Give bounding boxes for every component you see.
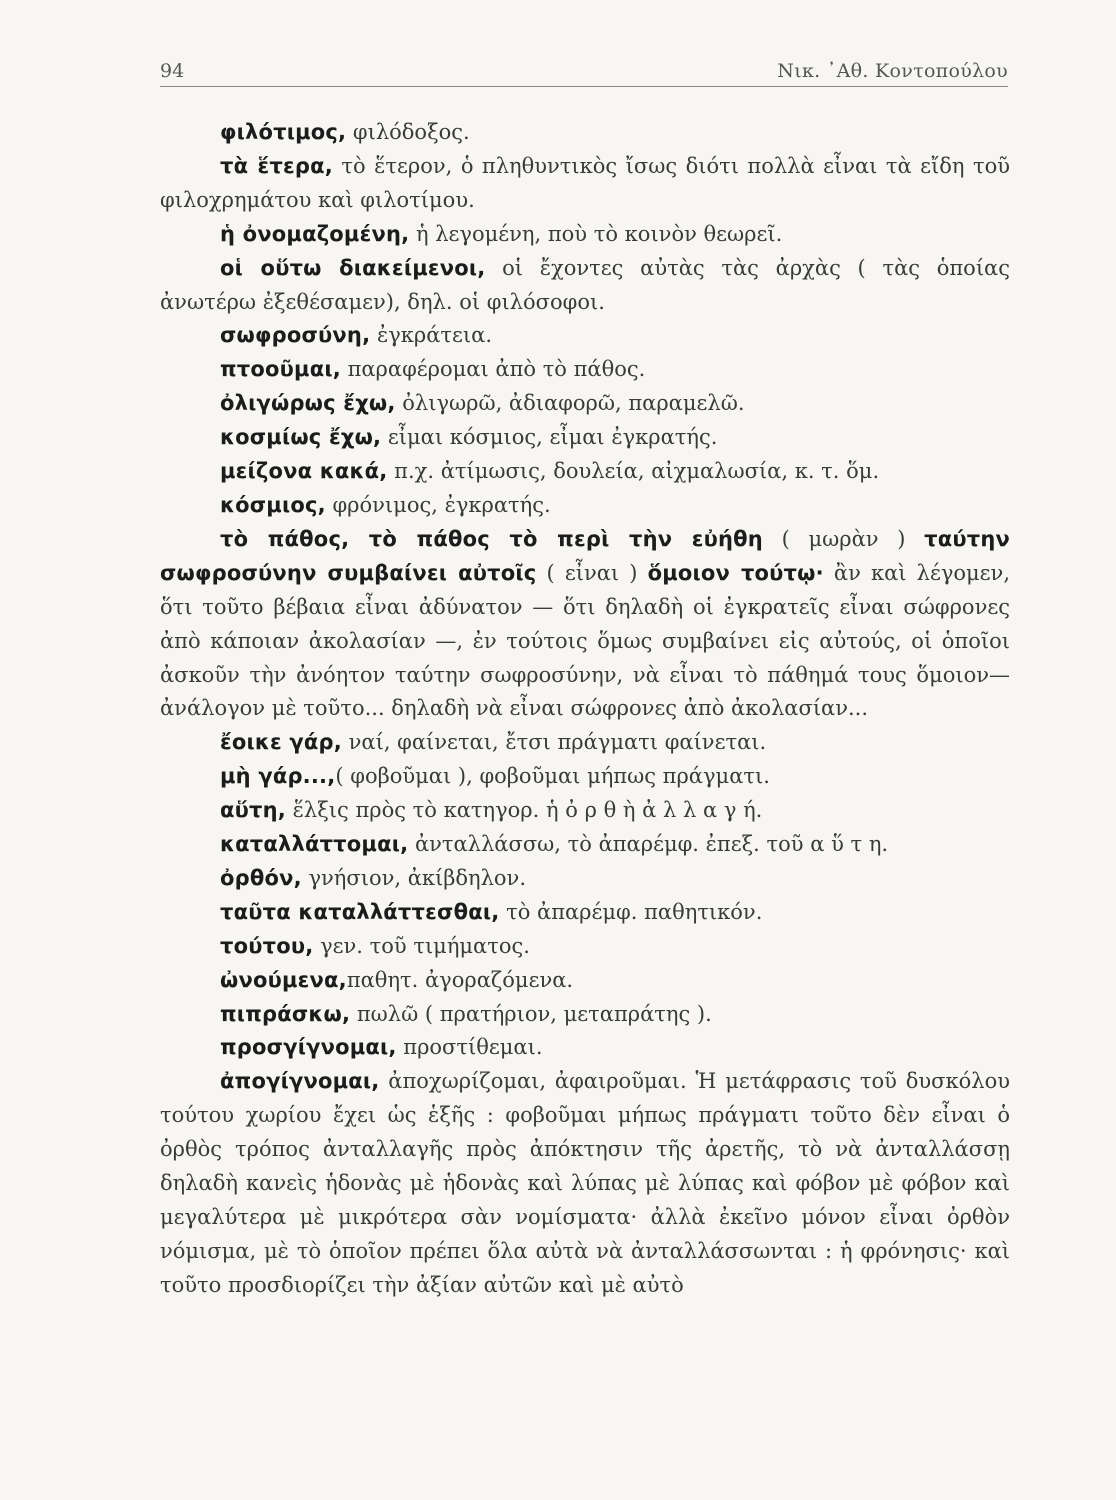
entry-term: ταύτην σωφροσύνην συμβαίνει αὐτοῖς bbox=[160, 526, 1010, 585]
glossary-entry bbox=[160, 726, 1010, 760]
entry-gloss: οἱ ἔχοντες αὐτὰς τὰς ἀρχὰς ( τὰς ὁποίας ἀνωτέρω ἐξεθέσαμεν), δηλ. οἱ φιλόσοφοι. bbox=[160, 255, 1010, 314]
entry-term: μείζονα κακά, bbox=[220, 459, 388, 484]
entry-gloss: π.χ. ἀτίμωσις, δουλεία, αἰχμαλωσία, κ. τ. ὅμ. bbox=[387, 459, 880, 484]
entry-term: ἀπογίγνομαι, bbox=[220, 1069, 380, 1094]
glossary-text bbox=[160, 116, 1010, 1303]
glossary-entry bbox=[160, 1065, 1010, 1302]
entry-gloss: εἶμαι κόσμιος, εἶμαι ἐγκρατής. bbox=[381, 425, 718, 450]
entry-gloss: ἂν καὶ λέγομεν, ὅτι τοῦτο βέβαια εἶναι ἀδύνατον — ὅτι δηλαδὴ οἱ ἐγκρατεῖς εἶναι σώφρονες ἀπὸ κάποιαν ἀκολασίαν —, ἐν τούτοις ὅμως συμβαίνει εἰς αὐτούς, οἱ ὁποῖοι ἀσκοῦν τὴν ἀνόητον ταύτην σωφροσύνην, νὰ εἶναι τὸ πάθημά τους ὅμοιον—ἀνάλογον μὲ τοῦτο... δηλαδὴ νὰ εἶναι σώφρονες ἀπὸ ἀκολασίαν... bbox=[160, 560, 1010, 721]
entry-gloss: τὸ ἕτερον, ὁ πληθυντικὸς ἴσως διότι πολλὰ εἶναι τὰ εἴδη τοῦ φιλοχρημάτου καὶ φιλοτίμου. bbox=[160, 153, 1010, 212]
entry-term: φιλότιμος, bbox=[220, 120, 347, 144]
glossary-entry bbox=[160, 794, 1010, 828]
entry-gloss: τὸ ἀπαρέμφ. παθητικόν. bbox=[499, 899, 763, 924]
entry-gloss: ( φοβοῦμαι ), φοβοῦμαι μήπως πράγματι. bbox=[335, 764, 770, 789]
entry-term: οἱ οὕτω διακείμενοι, bbox=[220, 255, 486, 280]
page-header bbox=[160, 58, 1008, 87]
entry-gloss: ( εἶναι ) bbox=[536, 560, 648, 585]
entry-term: ὀρθόν, bbox=[220, 865, 302, 890]
glossary-entry bbox=[160, 896, 1010, 930]
entry-term: κόσμιος, bbox=[220, 492, 326, 517]
entry-gloss: παθητ. ἀγοραζόμενα. bbox=[346, 967, 574, 992]
entry-term: ὠνούμενα, bbox=[220, 967, 347, 992]
entry-gloss: ἐγκράτεια. bbox=[370, 323, 492, 348]
entry-term: σωφροσύνη, bbox=[220, 323, 371, 348]
page-number: 94 bbox=[160, 60, 185, 82]
entry-term: κοσμίως ἔχω, bbox=[220, 425, 382, 450]
glossary-entry bbox=[160, 930, 1010, 964]
entry-gloss: ἀνταλλάσσω, τὸ ἀπαρέμφ. ἐπεξ. τοῦ α ὕ τ η. bbox=[408, 832, 889, 857]
glossary-entry bbox=[160, 828, 1010, 862]
entry-term: πτοοῦμαι, bbox=[220, 357, 341, 382]
entry-term: μὴ γάρ..., bbox=[220, 764, 336, 789]
glossary-entry bbox=[160, 1031, 1010, 1065]
glossary-entry bbox=[160, 319, 1010, 353]
glossary-entry bbox=[160, 116, 1010, 150]
entry-gloss: φιλόδοξος. bbox=[346, 120, 470, 144]
glossary-entry bbox=[160, 760, 1010, 794]
entry-gloss: ( μωρὰν ) bbox=[762, 526, 925, 551]
entry-gloss: προστίθεμαι. bbox=[396, 1035, 543, 1060]
entry-term: τὸ πάθος, τὸ πάθος τὸ περὶ τὴν εὐήθη bbox=[220, 526, 763, 551]
glossary-entry bbox=[160, 421, 1010, 455]
entry-term: ἔοικε γάρ, bbox=[220, 730, 342, 755]
running-head: Νικ. ᾿Αθ. Κοντοπούλου bbox=[777, 60, 1008, 82]
glossary-entry bbox=[160, 387, 1010, 421]
entry-term: καταλλάττομαι, bbox=[220, 832, 409, 857]
entry-gloss: γνήσιον, ἀκίβδηλον. bbox=[301, 865, 526, 890]
entry-term: τούτου, bbox=[220, 933, 314, 958]
glossary-entry bbox=[160, 998, 1010, 1032]
glossary-entry bbox=[160, 489, 1010, 523]
entry-term: ὅμοιον τούτῳ· bbox=[647, 560, 824, 585]
entry-term: ἡ ὀνομαζομένη, bbox=[220, 221, 410, 246]
entry-gloss: ναί, φαίνεται, ἔτσι πράγματι φαίνεται. bbox=[341, 730, 767, 755]
entry-gloss: γεν. τοῦ τιμήματος. bbox=[313, 933, 530, 958]
entry-gloss: ἀποχωρίζομαι, ἀφαιροῦμαι. Ἡ μετάφρασις τοῦ δυσκόλου τούτου χωρίου ἔχει ὡς ἑξῆς : φοβοῦμαι μήπως πράγματι τοῦτο δὲν εἶναι ὁ ὀρθὸς τρόπος ἀνταλλαγῆς πρὸς ἀπόκτησιν τῆς ἀρετῆς, τὸ νὰ ἀνταλλάσσῃ δηλαδὴ κανεὶς ἡδονὰς μὲ ἡδονὰς καὶ λύπας μὲ λύπας καὶ φόβον μὲ φόβον καὶ μεγαλύτερα μὲ μικρότερα σὰν νομίσματα· ἀλλὰ ἐκεῖνο μόνον εἶναι ὀρθὸν νόμισμα, μὲ τὸ ὁποῖον πρέπει ὅλα αὐτὰ νὰ ἀνταλλάσσωνται : ἡ φρόνησις· καὶ τοῦτο προσδιορίζει τὴν ἀξίαν αὐτῶν καὶ μὲ αὐτὸ bbox=[160, 1069, 1010, 1297]
glossary-entry bbox=[160, 964, 1010, 998]
entry-gloss: πωλῶ ( πρατήριον, μεταπράτης ). bbox=[350, 1001, 712, 1026]
entry-gloss: ὀλιγωρῶ, ἀδιαφορῶ, παραμελῶ. bbox=[395, 391, 745, 416]
glossary-entry bbox=[160, 150, 1010, 218]
entry-term: ὀλιγώρως ἔχω, bbox=[220, 391, 396, 416]
glossary-entry bbox=[160, 862, 1010, 896]
entry-gloss: φρόνιμος, ἐγκρατής. bbox=[325, 492, 551, 517]
entry-term: ταῦτα καταλλάττεσθαι, bbox=[220, 899, 500, 924]
entry-term: αὕτη, bbox=[220, 798, 286, 823]
entry-gloss: ἕλξις πρὸς τὸ κατηγορ. ἡ ὀ ρ θ ὴ ἀ λ λ α γ ή. bbox=[285, 798, 763, 823]
entry-term: τὰ ἕτερα, bbox=[220, 153, 333, 178]
glossary-entry bbox=[160, 353, 1010, 387]
glossary-entry-long bbox=[160, 523, 1010, 726]
glossary-entry bbox=[160, 252, 1010, 320]
entry-term: πιπράσκω, bbox=[220, 1001, 351, 1026]
glossary-entry bbox=[160, 218, 1010, 252]
glossary-entry bbox=[160, 455, 1010, 489]
entry-gloss: ἡ λεγομένη, ποὺ τὸ κοινὸν θεωρεῖ. bbox=[409, 221, 783, 246]
entry-gloss: παραφέρομαι ἀπὸ τὸ πάθος. bbox=[340, 357, 646, 382]
entry-term: προσγίγνομαι, bbox=[220, 1035, 397, 1060]
